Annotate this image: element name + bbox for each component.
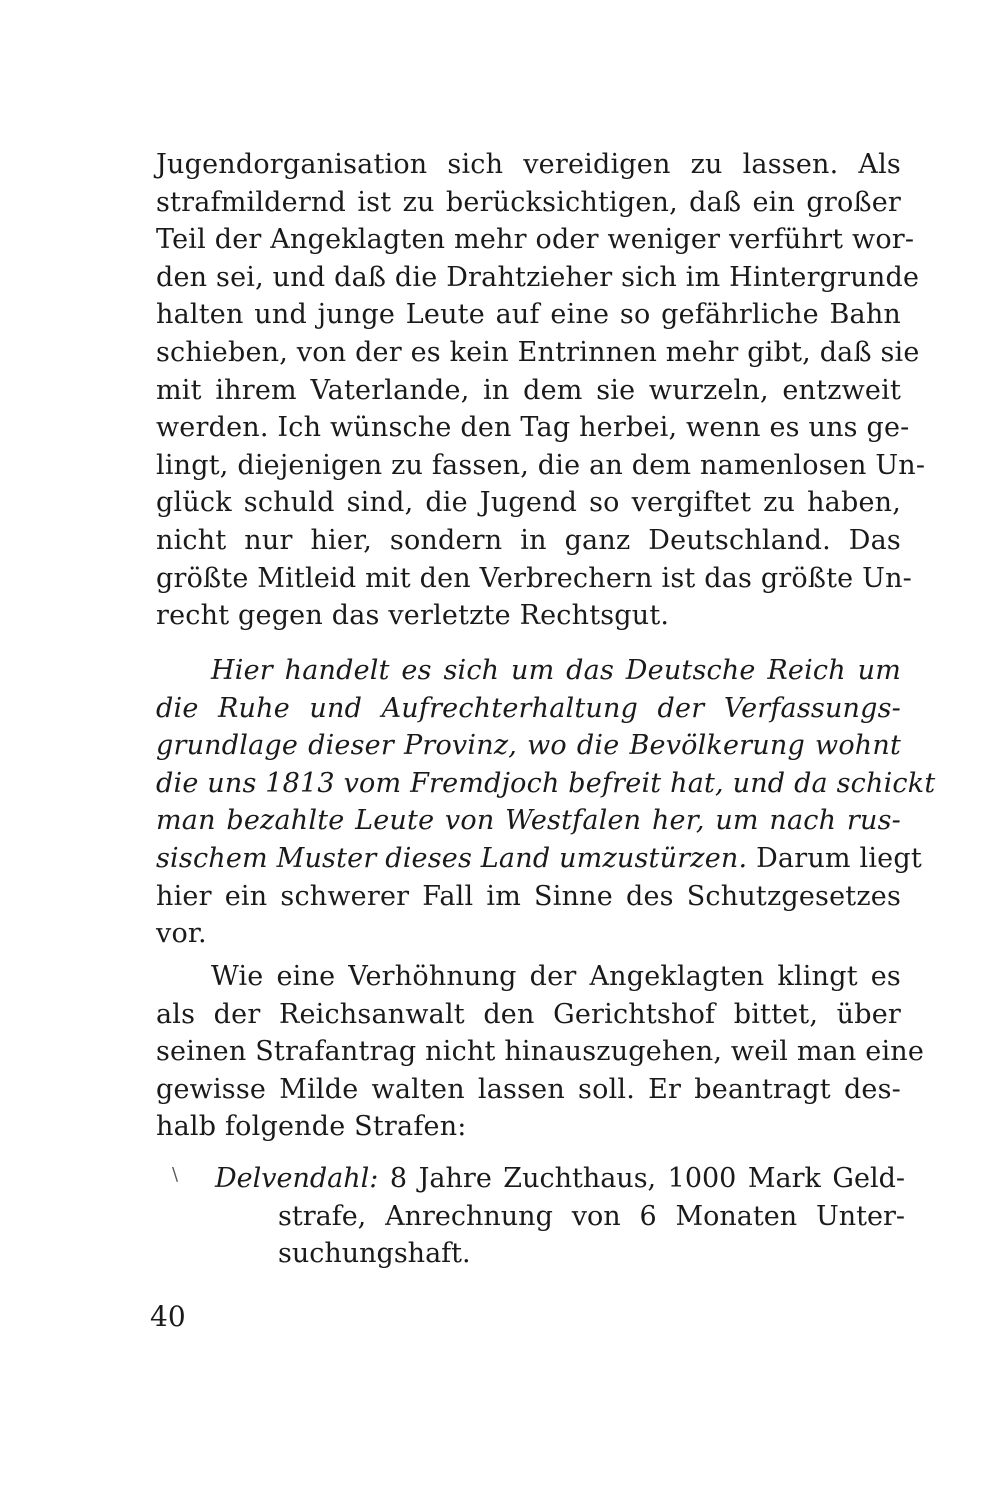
- text-line: Teil der Angeklagten mehr oder weniger verführt wor-: [156, 224, 915, 256]
- roman-fragment: Darum liegt: [747, 842, 922, 874]
- text-line: strafmildernd ist zu berücksichtigen, daß ein großer: [156, 186, 901, 218]
- text-line: schieben, von der es kein Entrinnen mehr gibt, daß sie: [156, 336, 920, 368]
- sentence-entry: [215, 1160, 905, 1273]
- paragraph-3: [156, 958, 925, 1146]
- text-line: halten und junge Leute auf eine so gefährliche Bahn: [156, 299, 901, 331]
- italic-line: die Ruhe und Aufrechterhaltung der Verfassungs-: [156, 692, 901, 724]
- text-line: halb folgende Strafen:: [156, 1111, 467, 1143]
- paragraph-2: [156, 652, 936, 953]
- text-line: größte Mitleid mit den Verbrechern ist das größte Un-: [156, 562, 912, 594]
- italic-line: grundlage dieser Provinz, wo die Bevölkerung wohnt: [156, 730, 901, 762]
- text-line: glück schuld sind, die Jugend so vergiftet zu haben,: [156, 487, 901, 519]
- paragraph-1: [156, 146, 926, 635]
- text-line: den sei, und daß die Drahtzieher sich im Hintergrunde: [156, 261, 920, 293]
- text-line: werden. Ich wünsche den Tag herbei, wenn es uns ge-: [156, 412, 910, 444]
- text-line: hier ein schwerer Fall im Sinne des Schutzgesetzes: [156, 880, 901, 912]
- italic-line: die uns 1813 vom Fremdjoch befreit hat, und da schickt: [156, 767, 936, 799]
- defendant-name: Delvendahl:: [215, 1163, 379, 1194]
- mixed-line: [156, 840, 922, 878]
- page-number: 40: [150, 1300, 186, 1333]
- text-line: nicht nur hier, sondern in ganz Deutschland. Das: [156, 524, 901, 556]
- text-line: vor.: [156, 918, 207, 950]
- text-line: recht gegen das verletzte Rechtsgut.: [156, 600, 670, 632]
- text-line: Wie eine Verhöhnung der Angeklagten klingt es: [211, 961, 901, 992]
- italic-fragment: sischem Muster dieses Land umzustürzen.: [156, 842, 748, 874]
- text-line: als der Reichsanwalt den Gerichtshof bittet, über: [156, 998, 901, 1030]
- sentence-text: 8 Jahre Zuchthaus, 1000 Mark Geld-: [378, 1163, 905, 1194]
- text-line: mit ihrem Vaterlande, in dem sie wurzeln, entzweit: [156, 374, 901, 406]
- italic-line: man bezahlte Leute von Westfalen her, um nach rus-: [156, 805, 901, 837]
- text-line: gewisse Milde walten lassen soll. Er beantragt des-: [156, 1073, 901, 1105]
- text-line: lingt, diejenigen zu fassen, die an dem namenlosen Un-: [156, 449, 926, 481]
- italic-line: Hier handelt es sich um das Deutsche Reich um: [211, 655, 901, 686]
- sentence-continuation: strafe, Anrechnung von 6 Monaten Unter-: [278, 1200, 905, 1232]
- sentence-first-line: [215, 1160, 905, 1198]
- text-line: seinen Strafantrag nicht hinauszugehen, weil man eine: [156, 1036, 925, 1068]
- stray-mark: \: [172, 1164, 179, 1185]
- text-line: Jugendorganisation sich vereidigen zu lassen. Als: [156, 149, 901, 180]
- sentence-continuation: suchungshaft.: [278, 1238, 471, 1270]
